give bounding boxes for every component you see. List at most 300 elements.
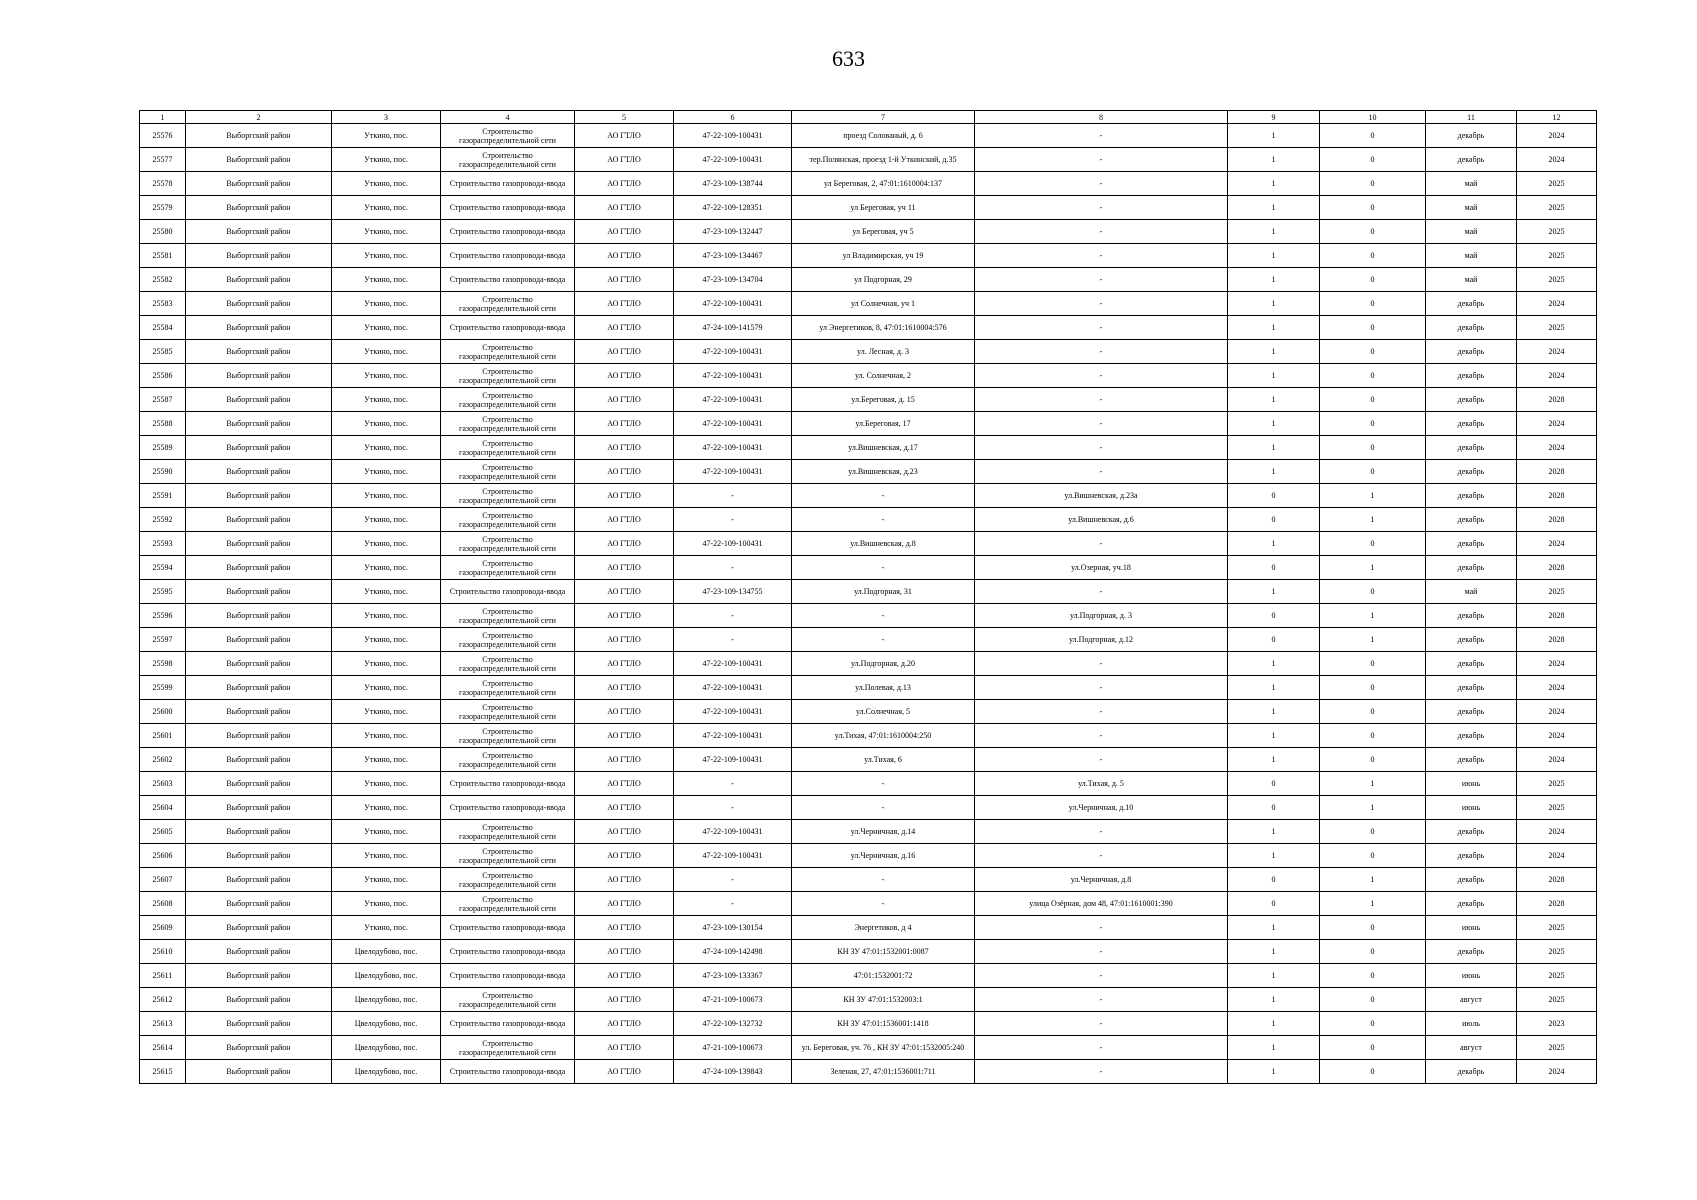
row-number-cell: 25614 <box>140 1036 186 1060</box>
settlement-cell: Уткино, пос. <box>332 700 441 724</box>
planned-address-cell: - <box>975 988 1228 1012</box>
count-b-cell: 1 <box>1320 796 1426 820</box>
contract-number-cell: 47-24-109-139843 <box>674 1060 792 1084</box>
contract-number-cell: 47-21-109-100673 <box>674 1036 792 1060</box>
header-row <box>140 111 1597 124</box>
settlement-cell: Уткино, пос. <box>332 244 441 268</box>
year-cell: 2028 <box>1517 484 1597 508</box>
year-cell: 2024 <box>1517 412 1597 436</box>
table-row <box>140 676 1597 700</box>
address-cell: ул.Береговая, д. 15 <box>792 388 975 412</box>
organization-cell: АО ГТЛО <box>575 676 674 700</box>
table-row <box>140 820 1597 844</box>
month-cell: май <box>1426 196 1517 220</box>
organization-cell: АО ГТЛО <box>575 748 674 772</box>
count-a-cell: 1 <box>1228 460 1320 484</box>
settlement-cell: Уткино, пос. <box>332 556 441 580</box>
row-number-cell: 25585 <box>140 340 186 364</box>
column-header-12: 12 <box>1517 111 1597 124</box>
row-number-cell: 25577 <box>140 148 186 172</box>
count-a-cell: 1 <box>1228 748 1320 772</box>
year-cell: 2024 <box>1517 292 1597 316</box>
planned-address-cell: - <box>975 676 1228 700</box>
contract-number-cell: 47-24-109-141579 <box>674 316 792 340</box>
year-cell: 2025 <box>1517 220 1597 244</box>
row-number-cell: 25580 <box>140 220 186 244</box>
row-number-cell: 25595 <box>140 580 186 604</box>
settlement-cell: Уткино, пос. <box>332 916 441 940</box>
year-cell: 2025 <box>1517 580 1597 604</box>
count-b-cell: 0 <box>1320 364 1426 388</box>
district-cell: Выборгский район <box>186 388 332 412</box>
organization-cell: АО ГТЛО <box>575 844 674 868</box>
row-number-cell: 25589 <box>140 436 186 460</box>
row-number-cell: 25588 <box>140 412 186 436</box>
settlement-cell: Уткино, пос. <box>332 316 441 340</box>
work-type-cell: Строительство газораспределительной сети <box>441 676 575 700</box>
table-row <box>140 748 1597 772</box>
organization-cell: АО ГТЛО <box>575 268 674 292</box>
table-row <box>140 196 1597 220</box>
settlement-cell: Уткино, пос. <box>332 508 441 532</box>
district-cell: Выборгский район <box>186 484 332 508</box>
count-b-cell: 0 <box>1320 1060 1426 1084</box>
address-cell: ул. Лесная, д. 3 <box>792 340 975 364</box>
month-cell: декабрь <box>1426 340 1517 364</box>
district-cell: Выборгский район <box>186 364 332 388</box>
district-cell: Выборгский район <box>186 148 332 172</box>
settlement-cell: Уткино, пос. <box>332 436 441 460</box>
district-cell: Выборгский район <box>186 604 332 628</box>
count-b-cell: 0 <box>1320 460 1426 484</box>
settlement-cell: Уткино, пос. <box>332 652 441 676</box>
planned-address-cell: - <box>975 196 1228 220</box>
planned-address-cell: - <box>975 460 1228 484</box>
district-cell: Выборгский район <box>186 1060 332 1084</box>
work-type-cell: Строительство газопровода-ввода <box>441 1060 575 1084</box>
column-header-3: 3 <box>332 111 441 124</box>
contract-number-cell: 47-22-109-132732 <box>674 1012 792 1036</box>
planned-address-cell: ул.Вишневская, д.23а <box>975 484 1228 508</box>
row-number-cell: 25612 <box>140 988 186 1012</box>
year-cell: 2025 <box>1517 964 1597 988</box>
contract-number-cell: 47-22-109-100431 <box>674 460 792 484</box>
year-cell: 2028 <box>1517 628 1597 652</box>
planned-address-cell: - <box>975 1012 1228 1036</box>
row-number-cell: 25592 <box>140 508 186 532</box>
contract-number-cell: 47-22-109-100431 <box>674 388 792 412</box>
settlement-cell: Уткино, пос. <box>332 460 441 484</box>
settlement-cell: Уткино, пос. <box>332 580 441 604</box>
organization-cell: АО ГТЛО <box>575 436 674 460</box>
settlement-cell: Цвелодубово, пос. <box>332 940 441 964</box>
settlement-cell: Уткино, пос. <box>332 604 441 628</box>
organization-cell: АО ГТЛО <box>575 724 674 748</box>
year-cell: 2024 <box>1517 532 1597 556</box>
contract-number-cell: 47-22-109-100431 <box>674 292 792 316</box>
settlement-cell: Уткино, пос. <box>332 724 441 748</box>
table-row <box>140 340 1597 364</box>
count-b-cell: 0 <box>1320 316 1426 340</box>
district-cell: Выборгский район <box>186 964 332 988</box>
month-cell: декабрь <box>1426 820 1517 844</box>
work-type-cell: Строительство газораспределительной сети <box>441 748 575 772</box>
contract-number-cell: 47-21-109-100673 <box>674 988 792 1012</box>
organization-cell: АО ГТЛО <box>575 700 674 724</box>
organization-cell: АО ГТЛО <box>575 364 674 388</box>
row-number-cell: 25602 <box>140 748 186 772</box>
column-header-1: 1 <box>140 111 186 124</box>
work-type-cell: Строительство газораспределительной сети <box>441 484 575 508</box>
address-cell: - <box>792 868 975 892</box>
address-cell: ул.Черничная, д.14 <box>792 820 975 844</box>
table-body <box>140 124 1597 1084</box>
count-a-cell: 1 <box>1228 1012 1320 1036</box>
column-header-10: 10 <box>1320 111 1426 124</box>
district-cell: Выборгский район <box>186 244 332 268</box>
table-row <box>140 532 1597 556</box>
count-b-cell: 0 <box>1320 988 1426 1012</box>
table-row <box>140 868 1597 892</box>
district-cell: Выборгский район <box>186 820 332 844</box>
district-cell: Выборгский район <box>186 316 332 340</box>
month-cell: декабрь <box>1426 124 1517 148</box>
row-number-cell: 25586 <box>140 364 186 388</box>
contract-number-cell: 47-22-109-100431 <box>674 340 792 364</box>
organization-cell: АО ГТЛО <box>575 1012 674 1036</box>
organization-cell: АО ГТЛО <box>575 964 674 988</box>
count-b-cell: 0 <box>1320 964 1426 988</box>
work-type-cell: Строительство газораспределительной сети <box>441 124 575 148</box>
row-number-cell: 25598 <box>140 652 186 676</box>
count-a-cell: 0 <box>1228 484 1320 508</box>
count-b-cell: 0 <box>1320 676 1426 700</box>
count-a-cell: 1 <box>1228 340 1320 364</box>
address-cell: Энергетиков, д 4 <box>792 916 975 940</box>
settlement-cell: Цвелодубово, пос. <box>332 1036 441 1060</box>
district-cell: Выборгский район <box>186 220 332 244</box>
year-cell: 2025 <box>1517 244 1597 268</box>
district-cell: Выборгский район <box>186 748 332 772</box>
month-cell: декабрь <box>1426 148 1517 172</box>
count-b-cell: 1 <box>1320 484 1426 508</box>
contract-number-cell: 47-23-109-133367 <box>674 964 792 988</box>
month-cell: декабрь <box>1426 532 1517 556</box>
organization-cell: АО ГТЛО <box>575 556 674 580</box>
table-row <box>140 916 1597 940</box>
address-cell: - <box>792 604 975 628</box>
contract-number-cell: 47-22-109-100431 <box>674 124 792 148</box>
planned-address-cell: ул.Озерная, уч.18 <box>975 556 1228 580</box>
year-cell: 2028 <box>1517 556 1597 580</box>
contract-number-cell: - <box>674 796 792 820</box>
planned-address-cell: - <box>975 700 1228 724</box>
contract-number-cell: 47-23-109-130154 <box>674 916 792 940</box>
work-type-cell: Строительство газораспределительной сети <box>441 148 575 172</box>
district-cell: Выборгский район <box>186 292 332 316</box>
organization-cell: АО ГТЛО <box>575 916 674 940</box>
month-cell: август <box>1426 1036 1517 1060</box>
table-row <box>140 220 1597 244</box>
work-type-cell: Строительство газораспределительной сети <box>441 700 575 724</box>
contract-number-cell: - <box>674 628 792 652</box>
planned-address-cell: - <box>975 964 1228 988</box>
count-a-cell: 0 <box>1228 796 1320 820</box>
count-b-cell: 0 <box>1320 292 1426 316</box>
planned-address-cell: - <box>975 844 1228 868</box>
year-cell: 2024 <box>1517 364 1597 388</box>
month-cell: май <box>1426 268 1517 292</box>
table-row <box>140 796 1597 820</box>
row-number-cell: 25581 <box>140 244 186 268</box>
month-cell: декабрь <box>1426 628 1517 652</box>
year-cell: 2025 <box>1517 988 1597 1012</box>
year-cell: 2025 <box>1517 1036 1597 1060</box>
column-header-6: 6 <box>674 111 792 124</box>
contract-number-cell: 47-22-109-100431 <box>674 412 792 436</box>
address-cell: ул Подгорная, 29 <box>792 268 975 292</box>
month-cell: май <box>1426 244 1517 268</box>
work-type-cell: Строительство газораспределительной сети <box>441 724 575 748</box>
planned-address-cell: - <box>975 940 1228 964</box>
row-number-cell: 25603 <box>140 772 186 796</box>
table-row <box>140 388 1597 412</box>
count-b-cell: 0 <box>1320 412 1426 436</box>
month-cell: декабрь <box>1426 748 1517 772</box>
table-row <box>140 892 1597 916</box>
table-row <box>140 436 1597 460</box>
row-number-cell: 25584 <box>140 316 186 340</box>
count-a-cell: 1 <box>1228 652 1320 676</box>
count-a-cell: 1 <box>1228 148 1320 172</box>
address-cell: ул.Вишневская, д.23 <box>792 460 975 484</box>
address-cell: ул.Тихая, 6 <box>792 748 975 772</box>
month-cell: декабрь <box>1426 316 1517 340</box>
settlement-cell: Уткино, пос. <box>332 124 441 148</box>
work-type-cell: Строительство газопровода-ввода <box>441 316 575 340</box>
year-cell: 2025 <box>1517 916 1597 940</box>
address-cell: КН ЗУ 47:01:1536001:1418 <box>792 1012 975 1036</box>
settlement-cell: Уткино, пос. <box>332 676 441 700</box>
district-cell: Выборгский район <box>186 868 332 892</box>
address-cell: ул Береговая, уч 11 <box>792 196 975 220</box>
work-type-cell: Строительство газопровода-ввода <box>441 172 575 196</box>
district-cell: Выборгский район <box>186 172 332 196</box>
count-b-cell: 1 <box>1320 508 1426 532</box>
organization-cell: АО ГТЛО <box>575 124 674 148</box>
organization-cell: АО ГТЛО <box>575 388 674 412</box>
row-number-cell: 25606 <box>140 844 186 868</box>
settlement-cell: Уткино, пос. <box>332 148 441 172</box>
count-a-cell: 0 <box>1228 508 1320 532</box>
count-a-cell: 0 <box>1228 628 1320 652</box>
count-a-cell: 1 <box>1228 844 1320 868</box>
year-cell: 2024 <box>1517 148 1597 172</box>
organization-cell: АО ГТЛО <box>575 148 674 172</box>
month-cell: декабрь <box>1426 388 1517 412</box>
planned-address-cell: - <box>975 436 1228 460</box>
work-type-cell: Строительство газораспределительной сети <box>441 508 575 532</box>
page-number: 633 <box>832 46 865 71</box>
district-cell: Выборгский район <box>186 796 332 820</box>
count-a-cell: 1 <box>1228 724 1320 748</box>
count-b-cell: 0 <box>1320 340 1426 364</box>
count-a-cell: 0 <box>1228 556 1320 580</box>
address-cell: тер.Полянская, проезд 1-й Уткинский, д.35 <box>792 148 975 172</box>
table-row <box>140 604 1597 628</box>
district-cell: Выборгский район <box>186 772 332 796</box>
count-a-cell: 1 <box>1228 124 1320 148</box>
year-cell: 2024 <box>1517 436 1597 460</box>
address-cell: - <box>792 556 975 580</box>
month-cell: июль <box>1426 1012 1517 1036</box>
count-b-cell: 0 <box>1320 940 1426 964</box>
organization-cell: АО ГТЛО <box>575 316 674 340</box>
organization-cell: АО ГТЛО <box>575 244 674 268</box>
contract-number-cell: - <box>674 892 792 916</box>
planned-address-cell: ул.Черничная, д.10 <box>975 796 1228 820</box>
table-row <box>140 772 1597 796</box>
column-header-4: 4 <box>441 111 575 124</box>
month-cell: декабрь <box>1426 508 1517 532</box>
count-a-cell: 0 <box>1228 892 1320 916</box>
year-cell: 2024 <box>1517 124 1597 148</box>
count-b-cell: 0 <box>1320 268 1426 292</box>
year-cell: 2025 <box>1517 196 1597 220</box>
count-b-cell: 0 <box>1320 244 1426 268</box>
month-cell: июнь <box>1426 916 1517 940</box>
month-cell: декабрь <box>1426 604 1517 628</box>
district-cell: Выборгский район <box>186 556 332 580</box>
row-number-cell: 25579 <box>140 196 186 220</box>
address-cell: ул.Подгорная, д.20 <box>792 652 975 676</box>
planned-address-cell: - <box>975 724 1228 748</box>
year-cell: 2025 <box>1517 772 1597 796</box>
work-type-cell: Строительство газораспределительной сети <box>441 628 575 652</box>
work-type-cell: Строительство газопровода-ввода <box>441 1012 575 1036</box>
organization-cell: АО ГТЛО <box>575 988 674 1012</box>
organization-cell: АО ГТЛО <box>575 484 674 508</box>
contract-number-cell: - <box>674 508 792 532</box>
month-cell: май <box>1426 172 1517 196</box>
row-number-cell: 25610 <box>140 940 186 964</box>
month-cell: декабрь <box>1426 724 1517 748</box>
organization-cell: АО ГТЛО <box>575 796 674 820</box>
table-row <box>140 700 1597 724</box>
planned-address-cell: - <box>975 364 1228 388</box>
work-type-cell: Строительство газораспределительной сети <box>441 292 575 316</box>
organization-cell: АО ГТЛО <box>575 508 674 532</box>
planned-address-cell: - <box>975 316 1228 340</box>
month-cell: декабрь <box>1426 484 1517 508</box>
district-cell: Выборгский район <box>186 1012 332 1036</box>
organization-cell: АО ГТЛО <box>575 172 674 196</box>
settlement-cell: Уткино, пос. <box>332 292 441 316</box>
count-b-cell: 0 <box>1320 724 1426 748</box>
month-cell: декабрь <box>1426 436 1517 460</box>
district-cell: Выборгский район <box>186 676 332 700</box>
work-type-cell: Строительство газопровода-ввода <box>441 772 575 796</box>
contract-number-cell: 47-22-109-100431 <box>674 532 792 556</box>
planned-address-cell: - <box>975 916 1228 940</box>
count-a-cell: 1 <box>1228 676 1320 700</box>
contract-number-cell: 47-22-109-100431 <box>674 724 792 748</box>
count-b-cell: 0 <box>1320 916 1426 940</box>
address-cell: КН ЗУ 47:01:1532003:1 <box>792 988 975 1012</box>
planned-address-cell: - <box>975 124 1228 148</box>
year-cell: 2025 <box>1517 172 1597 196</box>
district-cell: Выборгский район <box>186 124 332 148</box>
row-number-cell: 25591 <box>140 484 186 508</box>
count-b-cell: 0 <box>1320 700 1426 724</box>
contract-number-cell: - <box>674 868 792 892</box>
planned-address-cell: - <box>975 580 1228 604</box>
month-cell: декабрь <box>1426 676 1517 700</box>
column-header-5: 5 <box>575 111 674 124</box>
district-cell: Выборгский район <box>186 412 332 436</box>
planned-address-cell: ул.Тихая, д. 5 <box>975 772 1228 796</box>
count-a-cell: 1 <box>1228 1060 1320 1084</box>
count-b-cell: 0 <box>1320 196 1426 220</box>
contract-number-cell: 47-22-109-100431 <box>674 436 792 460</box>
planned-address-cell: - <box>975 172 1228 196</box>
month-cell: декабрь <box>1426 460 1517 484</box>
address-cell: ул.Подгорная, 31 <box>792 580 975 604</box>
district-cell: Выборгский район <box>186 508 332 532</box>
address-cell: - <box>792 796 975 820</box>
month-cell: июнь <box>1426 964 1517 988</box>
row-number-cell: 25600 <box>140 700 186 724</box>
work-type-cell: Строительство газораспределительной сети <box>441 412 575 436</box>
contract-number-cell: - <box>674 556 792 580</box>
table-row <box>140 628 1597 652</box>
settlement-cell: Уткино, пос. <box>332 628 441 652</box>
row-number-cell: 25607 <box>140 868 186 892</box>
settlement-cell: Уткино, пос. <box>332 820 441 844</box>
count-b-cell: 1 <box>1320 604 1426 628</box>
table-row <box>140 580 1597 604</box>
work-type-cell: Строительство газопровода-ввода <box>441 964 575 988</box>
count-b-cell: 1 <box>1320 556 1426 580</box>
district-cell: Выборгский район <box>186 940 332 964</box>
row-number-cell: 25615 <box>140 1060 186 1084</box>
year-cell: 2024 <box>1517 700 1597 724</box>
planned-address-cell: - <box>975 412 1228 436</box>
row-number-cell: 25599 <box>140 676 186 700</box>
year-cell: 2028 <box>1517 508 1597 532</box>
month-cell: декабрь <box>1426 868 1517 892</box>
row-number-cell: 25596 <box>140 604 186 628</box>
row-number-cell: 25583 <box>140 292 186 316</box>
count-b-cell: 0 <box>1320 820 1426 844</box>
settlement-cell: Уткино, пос. <box>332 268 441 292</box>
work-type-cell: Строительство газопровода-ввода <box>441 940 575 964</box>
count-a-cell: 0 <box>1228 868 1320 892</box>
work-type-cell: Строительство газораспределительной сети <box>441 532 575 556</box>
count-b-cell: 0 <box>1320 580 1426 604</box>
contract-number-cell: 47-24-109-142498 <box>674 940 792 964</box>
year-cell: 2028 <box>1517 604 1597 628</box>
address-cell: - <box>792 508 975 532</box>
year-cell: 2028 <box>1517 388 1597 412</box>
count-a-cell: 1 <box>1228 244 1320 268</box>
table-row <box>140 844 1597 868</box>
column-header-9: 9 <box>1228 111 1320 124</box>
settlement-cell: Цвелодубово, пос. <box>332 1012 441 1036</box>
count-a-cell: 1 <box>1228 1036 1320 1060</box>
contract-number-cell: 47-22-109-100431 <box>674 676 792 700</box>
settlement-cell: Уткино, пос. <box>332 388 441 412</box>
